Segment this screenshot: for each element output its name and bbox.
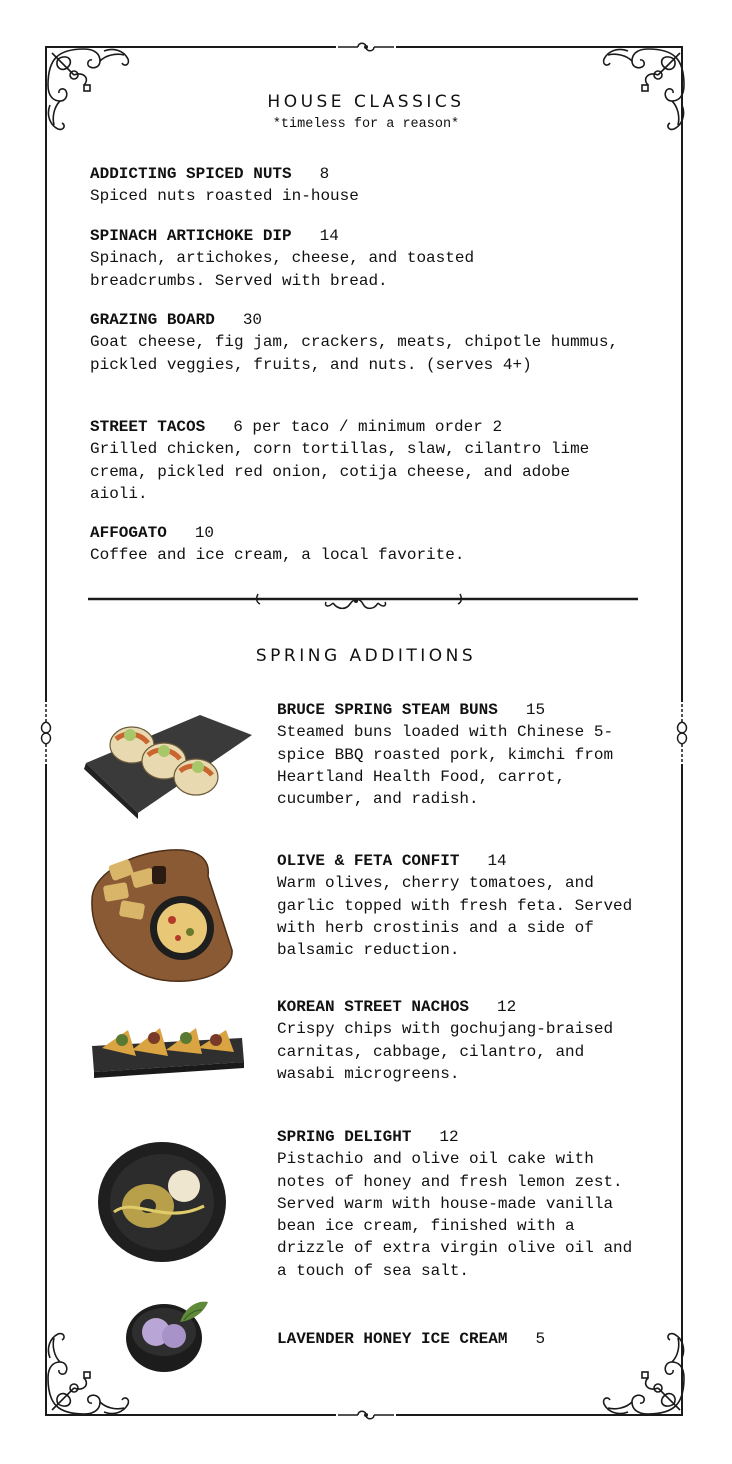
- menu-item: [90, 522, 640, 567]
- section-divider: [88, 580, 638, 616]
- item-price: 12: [497, 998, 517, 1016]
- item-name: BRUCE SPRING STEAM BUNS: [277, 701, 498, 719]
- cake-plate-icon: [94, 1136, 232, 1266]
- menu-item: [90, 225, 560, 292]
- steam-buns-icon: [80, 683, 256, 821]
- menu-item: [277, 1328, 637, 1350]
- right-edge-ornament-icon: [674, 702, 690, 764]
- item-description: Spiced nuts roasted in-house: [90, 187, 359, 206]
- item-name: LAVENDER HONEY ICE CREAM: [277, 1330, 508, 1348]
- item-price: 12: [439, 1128, 459, 1146]
- item-price: 14: [319, 227, 339, 245]
- nachos-icon: [88, 1010, 248, 1088]
- item-description: Grilled chicken, corn tortillas, slaw, cilantro lime crema, pickled red onion, cotija cheese, and adobe aioli.: [90, 440, 590, 503]
- item-price: 8: [319, 165, 330, 183]
- left-edge-ornament-icon: [38, 702, 54, 764]
- item-name: AFFOGATO: [90, 524, 167, 542]
- house-classics-title: HOUSE CLASSICS: [267, 92, 465, 112]
- item-price: 14: [487, 852, 507, 870]
- item-description: Goat cheese, fig jam, crackers, meats, chipotle hummus, pickled veggies, fruits, and nuts. (serves 4+): [90, 333, 619, 374]
- bottom-edge-ornament-icon: [336, 1408, 396, 1422]
- house-classics-tagline: *timeless for a reason*: [272, 117, 460, 132]
- ice-cream-bowl-icon: [124, 1292, 214, 1376]
- menu-item: [277, 850, 647, 961]
- menu-item: [277, 699, 647, 810]
- menu-item: [90, 309, 630, 376]
- item-name: KOREAN STREET NACHOS: [277, 998, 470, 1016]
- spring-additions-title: SPRING ADDITIONS: [255, 646, 477, 666]
- item-description: Crispy chips with gochujang-braised carnitas, cabbage, cilantro, and wasabi microgreens.: [277, 1020, 614, 1083]
- item-price: 30: [242, 311, 263, 329]
- item-price: 5: [535, 1330, 546, 1348]
- item-price: 10: [194, 524, 215, 542]
- menu-item: [90, 163, 640, 208]
- item-name: SPINACH ARTICHOKE DIP: [90, 227, 292, 245]
- olive-feta-board-icon: [82, 840, 242, 990]
- item-price: 15: [525, 701, 546, 719]
- item-name: STREET TACOS: [90, 418, 206, 436]
- menu-item: [277, 996, 617, 1085]
- item-name: SPRING DELIGHT: [277, 1128, 412, 1146]
- item-name: GRAZING BOARD: [90, 311, 215, 329]
- item-description: Coffee and ice cream, a local favorite.: [90, 546, 465, 565]
- item-name: OLIVE & FETA CONFIT: [277, 852, 460, 870]
- top-edge-ornament-icon: [336, 40, 396, 54]
- item-description: Pistachio and olive oil cake with notes of honey and fresh lemon zest. Served warm with house-made vanilla bean ice cream, finished with a drizzle of extra virgin olive oil and a touch of sea salt.: [277, 1150, 633, 1280]
- item-price: 6 per taco / minimum order 2: [233, 418, 503, 436]
- item-description: Spinach, artichokes, cheese, and toasted breadcrumbs. Served with bread.: [90, 249, 475, 290]
- item-description: Warm olives, cherry tomatoes, and garlic topped with fresh feta. Served with herb crostinis and a side of balsamic reduction.: [277, 874, 633, 960]
- menu-item: [90, 416, 630, 505]
- item-name: ADDICTING SPICED NUTS: [90, 165, 292, 183]
- menu-item: [277, 1126, 637, 1282]
- item-description: Steamed buns loaded with Chinese 5-spice BBQ roasted pork, kimchi from Heartland Health Food, carrot, cucumber, and radish.: [277, 723, 614, 809]
